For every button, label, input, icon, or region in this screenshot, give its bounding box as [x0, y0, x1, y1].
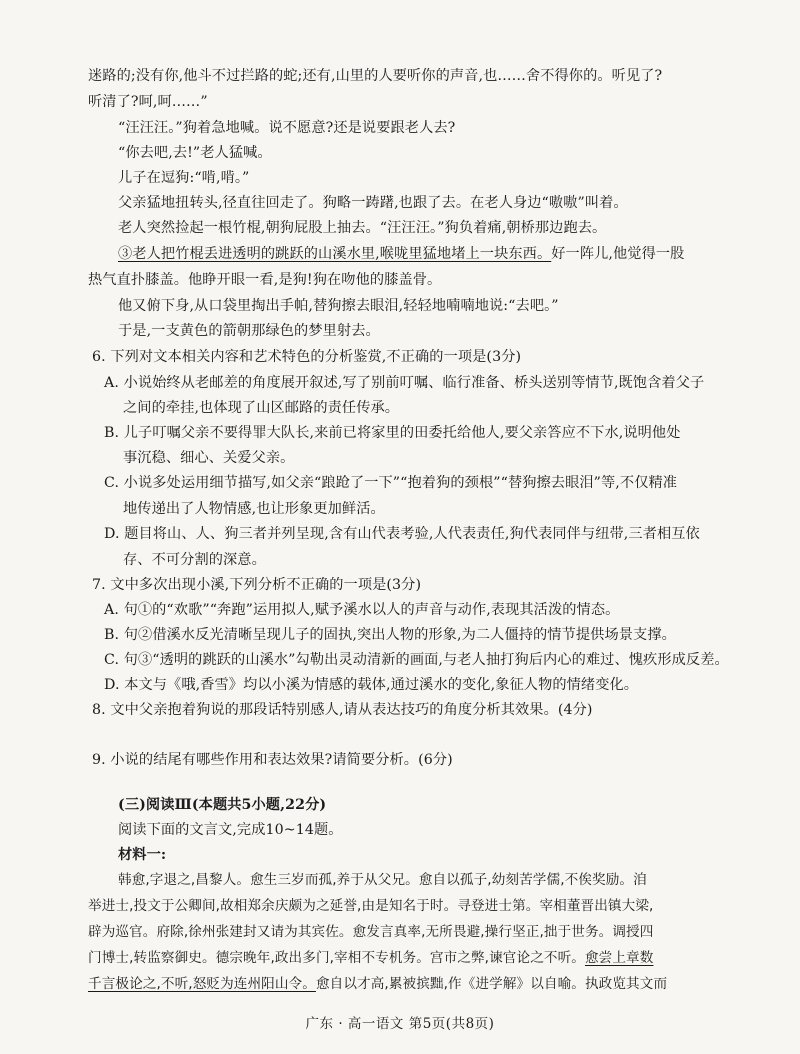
story-line: “汪汪汪。”狗着急地喊。说不愿意?还是说要跟老人去?: [118, 120, 456, 136]
classical-text: 门博士,转监察御史。德宗晚年,政出多门,宰相不专机务。宫市之弊,谏官论之不听。: [88, 950, 585, 966]
classical-text-line: 辟为巡官。府除,徐州张建封又请为其宾佐。愈发言真率,无所畏避,操行坚正,拙于世务。调授四: [88, 924, 654, 940]
question-6-option-c-cont: 地传递出了人物情感,也让形象更加鲜活。: [123, 501, 385, 517]
story-line: 听清了?呵,呵……”: [88, 94, 208, 110]
page-footer: 广东 · 高一语文 第5页(共8页): [305, 1016, 495, 1032]
question-6-option-d-cont: 存、不可分割的深意。: [123, 552, 266, 568]
underlined-sentence: 愈尝上章数: [584, 950, 654, 966]
story-line: 他又俯下身,从口袋里掏出手帕,替狗擦去眼泪,轻轻地喃喃地说:“去吧。”: [118, 298, 559, 314]
question-7-option-a: A. 句①的“欢歌”“奔跑”运用拟人,赋予溪水以人的声音与动作,表现其活泼的情态。: [104, 602, 620, 618]
classical-text-line: 韩愈,字退之,昌黎人。愈生三岁而孤,养于从父兄。愈自以孤子,幼刻苦学儒,不俟奖励。洎: [118, 872, 647, 888]
story-line: 父亲猛地扭转头,径直往回走了。狗略一踌躇,也跟了去。在老人身边“嗷嗷”叫着。: [118, 195, 628, 211]
question-6-option-a-cont: 之间的牵挂,也体现了山区邮路的责任传承。: [123, 400, 400, 416]
classical-text-line: [88, 948, 778, 968]
story-line: 于是,一支黄色的箭朝那绿色的梦里射去。: [118, 323, 380, 339]
story-line: “你去吧,去!”老人猛喊。: [118, 145, 272, 161]
question-7-option-d: D. 本文与《哦,香雪》均以小溪为情感的载体,通过溪水的变化,象征人物的情绪变化。: [104, 677, 639, 693]
section-3-title: (三)阅读Ⅲ(本题共5小题,22分): [118, 797, 327, 813]
question-7-stem: 7. 文中多次出现小溪,下列分析不正确的一项是(3分): [92, 577, 422, 593]
question-7-option-c: C. 句③“透明的跳跃的山溪水”勾勒出灵动清新的画面,与老人抽打狗后内心的难过、愧疚形成反差。: [104, 652, 729, 668]
underlined-sentence: 千言极论之,不听,怒贬为连州阳山令。: [88, 976, 316, 992]
classical-text-line: 举进士,投文于公卿间,故相郑余庆颇为之延誉,由是知名于时。寻登进士第。宰相董晋出镇大梁,: [88, 898, 654, 914]
question-6-option-d: D. 题目将山、人、狗三者并列呈现,含有山代表考验,人代表责任,狗代表同伴与纽带,三者相互依: [104, 526, 700, 542]
story-line: 儿子在逗狗:“啃,啃。”: [118, 170, 250, 186]
question-8: 8. 文中父亲抱着狗说的那段话特别感人,请从表达技巧的角度分析其效果。(4分): [92, 702, 593, 718]
classical-text-line: [88, 974, 778, 994]
question-6-stem: 6. 下列对文本相关内容和艺术特色的分析鉴赏,不正确的一项是(3分): [92, 349, 522, 365]
question-6-option-b-cont: 事沉稳、细心、关爱父亲。: [123, 450, 295, 466]
story-text: 好一阵儿,他觉得一股: [551, 246, 685, 262]
classical-text: 愈自以才高,累被摈黜,作《进学解》以自喻。执政览其文而: [315, 976, 668, 992]
question-6-option-c: C. 小说多处运用细节描写,如父亲“踉跄了一下”“抱着狗的颈根”“替狗擦去眼泪”等,不仅精准: [104, 475, 678, 491]
story-line: 老人突然捡起一根竹棍,朝狗屁股上抽去。“汪汪汪。”狗负着痛,朝桥那边跑去。: [118, 220, 607, 236]
story-line: 迷路的;没有你,他斗不过拦路的蛇;还有,山里的人要听你的声音,也……舍不得你的。听见了?: [88, 68, 663, 84]
story-line: 热气直扑膝盖。他睁开眼一看,是狗!狗在吻他的膝盖骨。: [88, 272, 442, 288]
underlined-sentence-3: ③老人把竹棍丢进透明的跳跃的山溪水里,喉咙里猛地堵上一块东西。: [118, 246, 552, 262]
question-6-option-a: A. 小说始终从老邮差的角度展开叙述,写了别前叮嘱、临行准备、桥头送别等情节,既饱含着父子: [104, 375, 705, 391]
question-6-option-b: B. 儿子叮嘱父亲不要得罪大队长,来前已将家里的田委托给他人,要父亲答应不下水,说明他处: [104, 425, 681, 441]
story-line: [118, 244, 800, 264]
section-3-instruction: 阅读下面的文言文,完成10~14题。: [118, 822, 343, 838]
question-7-option-b: B. 句②借溪水反光清晰呈现儿子的固执,突出人物的形象,为二人僵持的情节提供场景支撑。: [104, 627, 676, 643]
question-9: 9. 小说的结尾有哪些作用和表达效果?请简要分析。(6分): [92, 752, 453, 768]
material-1-label: 材料一:: [118, 847, 167, 863]
